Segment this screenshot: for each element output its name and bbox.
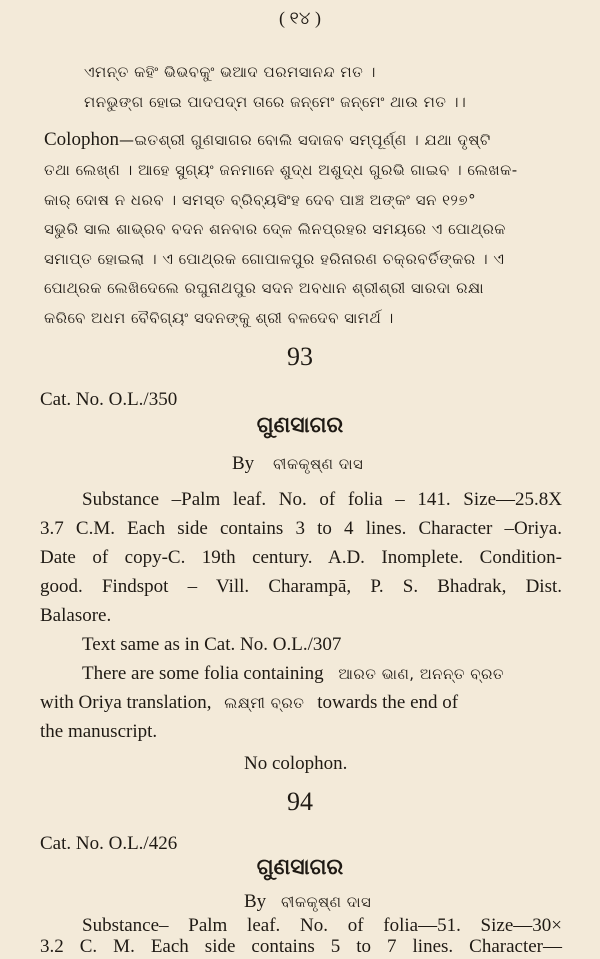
entry-94-number: 94: [287, 787, 313, 816]
entry-94-title: ଗୁଣସାଗର: [256, 855, 344, 880]
entry-93-desc-1: Substance –Palm leaf. No. of folia – 141. Size—25.8X: [82, 489, 562, 510]
entry-94-desc-1: Substance– Palm leaf. No. of folia—51. Size—30×: [82, 915, 562, 936]
entry-93-folia-line-1: [82, 662, 504, 686]
colophon-line-5: ସମାପ୍ତ ହୋଇଲା । ଏ ପୋଥ୍ରକ ଗୋପାଳପୁର ହରିନାରଣ ଚକ୍ରବର୍ତିଙ୍କର । ଏ: [44, 250, 505, 268]
entry-93-desc-3: Date of copy-C. 19th century. A.D. Inomplete. Condition-: [40, 547, 562, 568]
colophon-line-2: ତଥା ଲେଖ୍ଣ । ଆହେ ସୁଗ୍ୟଂ ଜନମାନେ ଶୁଦ୍ଧ ଅଶୁଦ୍ଧ ଗୁରଭି ଗାଇବ । ଲେଖକ-: [44, 161, 518, 179]
entry-94-cat-no: Cat. No. O.L./426: [40, 833, 178, 854]
entry-93-desc-4: good. Findspot – Vill. Charampā, P. S. Bhadrak, Dist.: [40, 576, 562, 597]
entry-93-no-colophon: No colophon.: [244, 753, 348, 774]
colophon-line-4: ସଭୁରି ସାଲ ଶାଭ୍ରବ ବଦନ ଶନବାର ଦେ୍ଳ ଲିନପ୍ରହର ସମୟରେ ଏ ପୋଥ୍ରକ: [44, 220, 506, 238]
colophon-label: Colophon: [44, 129, 119, 150]
folia-oriya-titles: ଆରତ ଭାଣ, ଅନନ୍ତ ବ୍ରତ: [338, 665, 505, 683]
folia-text-end: towards the end of: [317, 692, 459, 713]
by-label: By: [232, 453, 255, 474]
colophon-text-1: —ଇତଶ୍ରୀ ଗୁଣସାଗର ବୋଲି ସଦାଜବ ସମ୍ପୂର୍ଣ୍ଣ । ଯଥା ଦୃଷ୍ଟି: [118, 131, 491, 149]
entry-93-byline: [232, 452, 363, 476]
entry-94-byline: [244, 890, 371, 914]
colophon-line-6: ପୋଥ୍ରକ ଲେଖିଦେଲେ ରଘୁନାଥପୁର ସଦନ ଅବଧାନ ଶ୍ରୀଶ୍ରୀ ସାରଦା ରକ୍ଷା: [44, 279, 484, 297]
entry-93-desc-2: 3.7 C.M. Each side contains 3 to 4 lines. Character –Oriya.: [40, 518, 562, 539]
entry-93-folia-line-3: the manuscript.: [40, 721, 158, 742]
folia-text: with Oriya translation,: [40, 692, 212, 713]
entry-93-folia-line-2: [40, 691, 458, 715]
entry-93-text-same: Text same as in Cat. No. O.L./307: [82, 634, 342, 655]
verse-line-1: ଏମନ୍ତ କହିଂ ଭିଭବକୁଂ ଭଆଦ ପରମସାନନ୍ଦ ମତ ।: [84, 63, 376, 81]
by-label: By: [244, 891, 267, 912]
entry-93-desc-5: Balasore.: [40, 605, 112, 626]
verse-line-2: ମନଭୁଙ୍ଗ ହୋଇ ପାଦପଦ୍ମ ତାରେ ଜନ୍ମେଂ ଜନ୍ମେଂ ଥାଉ ମତ ।।: [84, 93, 467, 111]
entry-93-title: ଗୁଣସାଗର: [256, 413, 344, 438]
colophon-line-7: କରିବେ ଅଧମ ବୈବିଗ୍ୟଂ ସଦନଙ୍କୁ ଶ୍ରୀ ବଳଦେବ ସାମର୍ଥ ।: [44, 309, 394, 327]
folia-oriya-title: ଲକ୍ଷ୍ମୀ ବ୍ରତ: [224, 694, 305, 712]
folia-text: There are some folia containing: [82, 663, 324, 684]
entry-93-cat-no: Cat. No. O.L./350: [40, 389, 178, 410]
author-name: ବୀକକୃଷ୍ଣ ଦାସ: [272, 455, 364, 473]
entry-93-number: 93: [287, 342, 313, 371]
entry-94-desc-2: 3.2 C. M. Each side contains 5 to 7 lines. Character—: [40, 936, 562, 957]
colophon-line-1: [44, 128, 491, 152]
page-number: ( ୧୪ ): [279, 8, 321, 28]
colophon-line-3: କାର୍ ଦୋଷ ନ ଧରବ । ସମସ୍ତ ବ୍ରିବ୍ୟସିଂହ ଦେବ ପାଞ୍ଚ ଅଙ୍କଂ ସନ ୧୨୭°: [44, 191, 477, 209]
author-name: ବୀକକୃଷ୍ଣ ଦାସ: [280, 893, 372, 911]
